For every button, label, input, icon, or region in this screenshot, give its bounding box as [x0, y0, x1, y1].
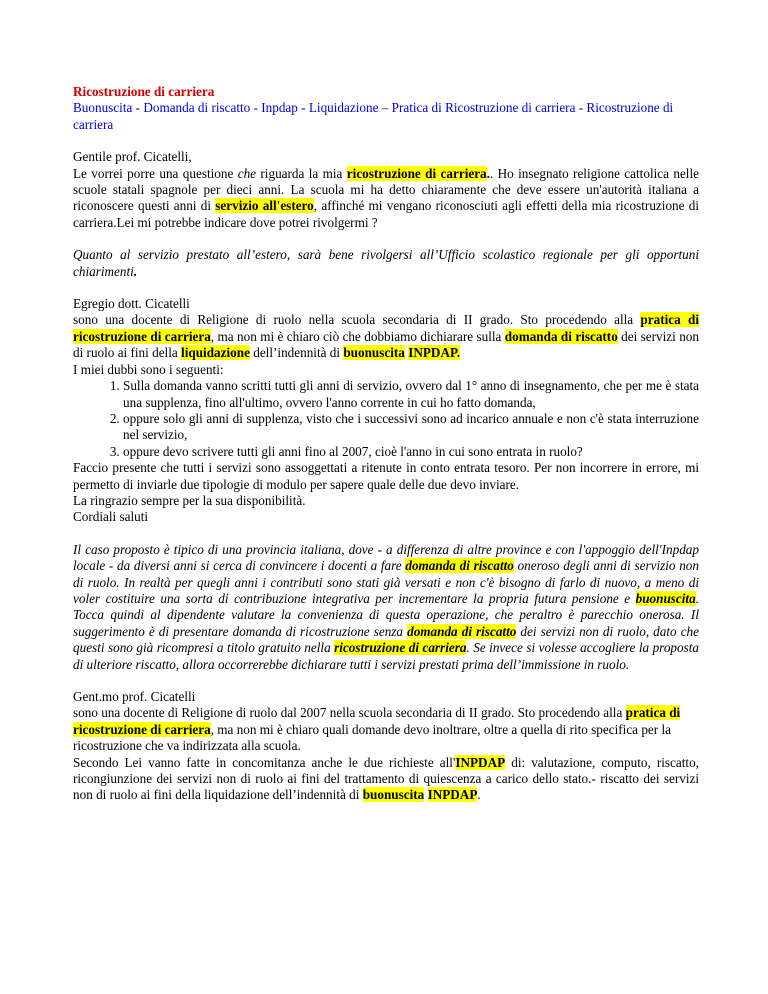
highlight: domanda di riscatto — [504, 328, 618, 344]
highlight: INPDAP — [455, 754, 506, 770]
highlight: buonuscita — [343, 345, 405, 361]
highlight: ricostruzione di carriera — [334, 640, 467, 656]
highlight: domanda di riscatto — [407, 623, 517, 639]
q2-thanks: La ringrazio sempre per la sua disponibilità. — [73, 492, 306, 508]
list-item: 1. Sulla domanda vanno scritti tutti gli anni di servizio, ovvero dal 1° anno di insegnamento, che per me è stata una supplenza, fino all'ultimo, ovvero l'anno corrente in cui ho fatto domanda, — [123, 378, 699, 411]
q2-paragraph: Faccio presente che tutti i servizi sono assoggettati a ritenute in conto entrata tesoro. Per non incorrere in errore, mi permetto di inviarle due tipologie di modulo per sapere quale delle due devo inviare. — [73, 460, 699, 492]
q1-greeting: Gentile prof. Cicatelli, — [73, 149, 192, 165]
list-item: 2. oppure solo gli anni di supplenza, visto che i successivi sono ad incarico annuale e non c'è stata interruzione nel servizio, — [123, 411, 699, 444]
q3-greeting: Gent.mo prof. Cicatelli — [73, 689, 196, 704]
page-title: Ricostruzione di carriera — [73, 84, 215, 99]
q3-body: sono una docente di Religione di ruolo dal 2007 nella scuola secondaria di II grado. Sto procedendo alla pratica di ricostruzione di carriera, ma non mi è chiaro quali domande devo inoltrare, oltre a quella di rito specifica per la ricostruzione che va indirizzata alla scuola. — [73, 705, 681, 754]
answer-1: Quanto al servizio prestato all’estero, sarà bene rivolgersi all’Ufficio scolastico regionale per gli opportuni chiarimenti. — [73, 247, 699, 279]
highlight: pratica di ricostruzione di carriera — [73, 312, 699, 344]
q1-body: Le vorrei porre una questione che riguarda la mia ricostruzione di carriera.. Ho insegnato religione cattolica nelle scuole statali spagnole per dieci anni. La scuola mi ha detto chiaramente che deve essere un'autorità italiana a riconoscere questi anni di servizio all'estero, affinché mi vengano riconosciuti agli effetti della mia ricostruzione di carriera.Lei mi potrebbe indicare dove potrei rivolgermi ? — [73, 165, 699, 230]
q3-body-2: Secondo Lei vanno fatte in concomitanza anche le due richieste all'INPDAP di: valutazione, computo, riscatto, ricongiunzione dei servizi non di ruolo ai fini del trattamento di quiescenza a carico dello stato.- riscatto dei servizi non di ruolo ai fini della liquidazione dell’indennità di buonuscita INPDAP. — [73, 754, 699, 803]
answer-2: Il caso proposto è tipico di una provincia italiana, dove - a differenza di altre province e con l'appoggio dell'Inpdap locale - da diversi anni si cerca di convincere i docenti a fare domanda di riscatto oneroso degli anni di servizio non di ruolo. In realtà per quegli anni i contributi sono stati già versati e non c'è bisogno di farlo di nuovo, a meno di voler costituire una sorta di contribuzione integrativa per incrementare la propria futura pensione e buonuscita. Tocca quindi al dipendente valutare la convenienza di questa operazione, che peraltro è parecchio onerosa. Il suggerimento è di presentare domanda di ricostruzione senza domanda di riscatto dei servizi non di ruolo, dato che questi sono già ricompresi a titolo gratuito nella ricostruzione di carriera. Se invece si volesse accogliere la proposta di ulteriore riscatto, allora occorrerebbe dichiarare tutti i servizi prestati prima dell’immissione in ruolo. — [73, 541, 699, 672]
highlight: liquidazione — [181, 345, 250, 361]
doubts-list — [73, 378, 699, 460]
q2-doubts-intro: I miei dubbi sono i seguenti: — [73, 361, 224, 377]
list-item: 3. oppure devo scrivere tutti gli anni fino al 2007, cioè l'anno in cui sono entrata in ruolo? — [123, 444, 699, 460]
q2-greeting: Egregio dott. Cicatelli — [73, 296, 190, 312]
q2-body: sono una docente di Religione di ruolo nella scuola secondaria di II grado. Sto procedendo alla pratica di ricostruzione di carriera, ma non mi è chiaro ciò che dobbiamo dichiarare sulla domanda di riscatto dei servizi non di ruolo ai fini della liquidazione dell’indennità di buonuscita INPDAP. — [73, 312, 699, 361]
highlight: pratica di ricostruzione di carriera — [73, 705, 681, 737]
highlight: servizio all'estero — [215, 198, 314, 214]
highlight: domanda di riscatto — [405, 558, 514, 574]
highlight: INPDAP — [427, 787, 478, 803]
highlight: INPDAP. — [408, 345, 461, 361]
breadcrumb[interactable]: Buonuscita - Domanda di riscatto - Inpdap - Liquidazione – Pratica di Ricostruzione di carriera - Ricostruzione di carriera — [73, 100, 674, 132]
highlight: buonuscita — [362, 787, 425, 803]
q2-closing: Cordiali saluti — [73, 509, 149, 525]
document — [73, 84, 699, 804]
highlight: ricostruzione di carriera — [346, 165, 487, 181]
highlight: buonuscita — [635, 590, 696, 606]
